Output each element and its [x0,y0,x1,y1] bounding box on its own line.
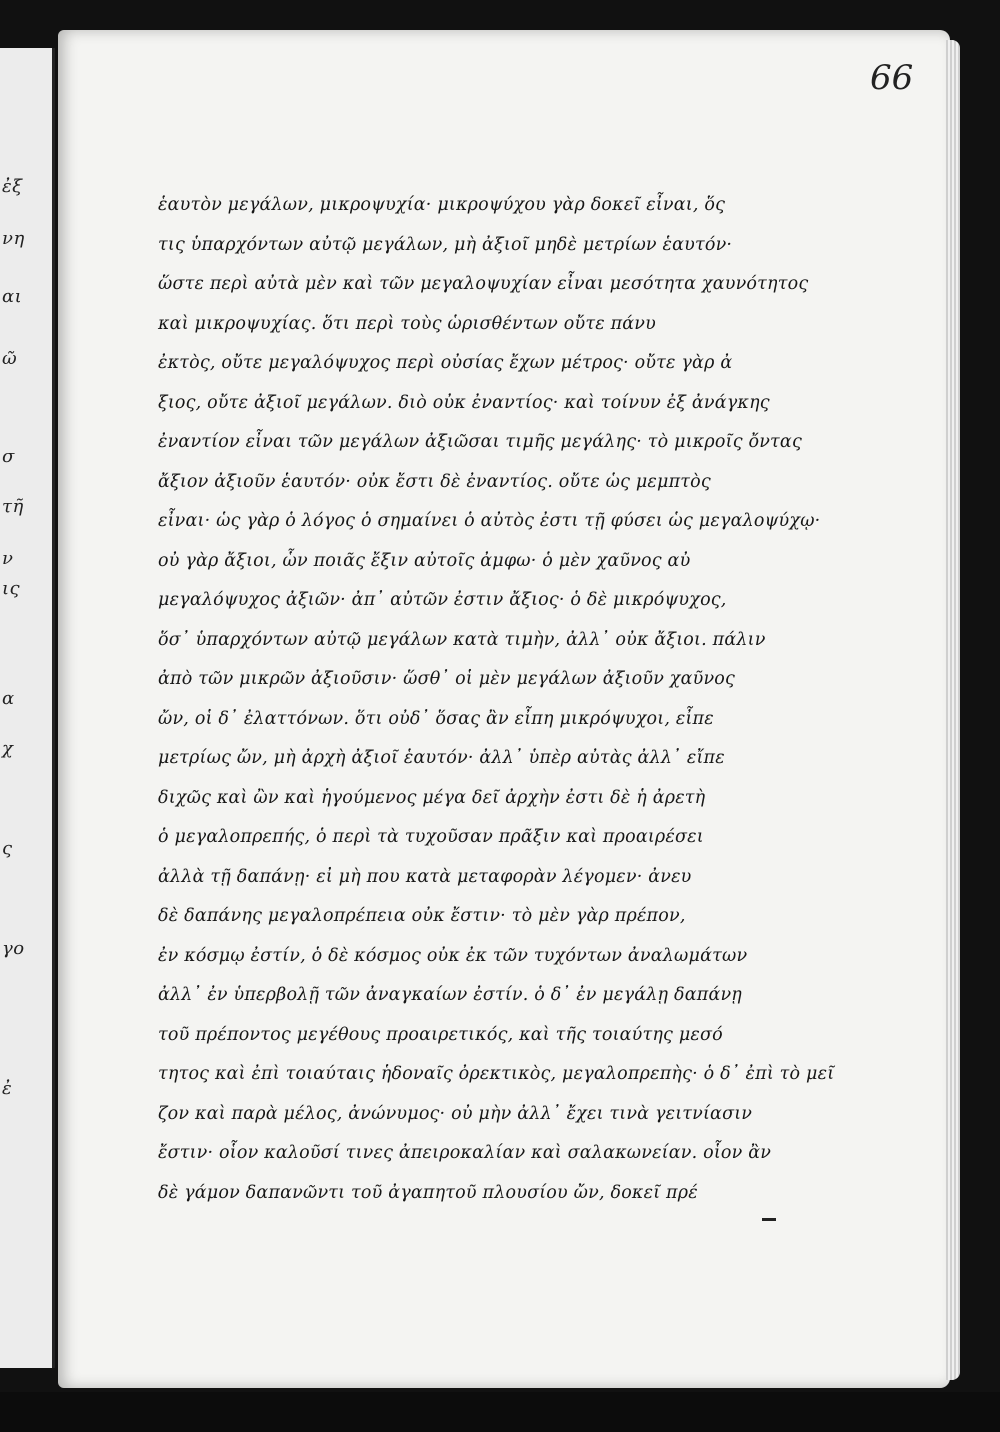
manuscript-line: εἶναι· ὡς γὰρ ὁ λόγος ὁ σημαίνει ὁ αὐτὸς ἐστι τῇ φύσει ὡς μεγαλοψύχῳ· [158,511,821,531]
margin-fragment: γο [2,938,25,959]
margin-fragment: ν [2,548,14,569]
manuscript-line: ὤν, οἱ δ᾿ ἐλαττόνων. ὅτι οὐδ᾿ ὅσας ἂν εἶπη μικρόψυχοι, εἶπε [158,708,714,729]
manuscript-line: ἑαυτὸν μεγάλων, μικροψυχία· μικροψύχου γὰρ δοκεῖ εἶναι, ὅς [158,195,726,215]
folio-number: 66 [870,58,914,98]
manuscript-line: ὁ μεγαλοπρεπής, ὁ περὶ τὰ τυχοῦσαν πρᾶξιν καὶ προαιρέσει [158,827,704,847]
margin-fragment: αι [2,286,23,307]
manuscript-line: ἐν κόσμῳ ἐστίν, ὁ δὲ κόσμος οὐκ ἐκ τῶν τυχόντων ἀναλωμάτων [158,945,748,966]
manuscript-line: μετρίως ὤν, μὴ ἀρχὴ ἀξιοῖ ἑαυτόν· ἀλλ᾿ ὑπὲρ αὐτὰς ἀλλ᾿ εἴπε [158,748,725,768]
manuscript-line: ὅσ᾿ ὑπαρχόντων αὐτῷ μεγάλων κατὰ τιμὴν, ἀλλ᾿ οὐκ ἄξιοι. πάλιν [158,629,766,650]
margin-fragment: σ [2,446,15,467]
manuscript-line: ἐναντίον εἶναι τῶν μεγάλων ἀξιῶσαι τιμῆς μεγάλης· τὸ μικροῖς ὄντας [158,432,802,452]
manuscript-line: ἀλλὰ τῇ δαπάνῃ· εἰ μὴ που κατὰ μεταφορὰν λέγομεν· ἀνευ [158,866,692,887]
manuscript-line: τοῦ πρέποντος μεγέθους προαιρετικός, καὶ τῆς τοιαύτης μεσό [158,1024,723,1045]
page-edge [946,40,960,1380]
manuscript-line: ζον καὶ παρὰ μέλος, ἀνώνυμος· οὐ μὴν ἀλλ᾿ ἔχει τινὰ γειτνίασιν [158,1103,753,1124]
manuscript-line: ὥστε περὶ αὐτὰ μὲν καὶ τῶν μεγαλοψυχίαν εἶναι μεσότητα χαυνότητος [158,274,809,294]
left-facing-page [0,48,55,1368]
margin-fragment: ις [2,578,21,599]
manuscript-line: ξιος, οὔτε ἀξιοῖ μεγάλων. διὸ οὐκ ἐναντίος· καὶ τοίνυν ἐξ ἀνάγκης [158,392,770,413]
manuscript-text-block [158,186,835,1213]
manuscript-line: ἀλλ᾿ ἐν ὑπερβολῇ τῶν ἀναγκαίων ἐστίν. ὁ δ᾿ ἐν μεγάλῃ δαπάνῃ [158,985,742,1005]
manuscript-line: μεγαλόψυχος ἀξιῶν· ἀπ᾿ αὐτῶν ἐστιν ἄξιος· ὁ δὲ μικρόψυχος, [158,590,727,610]
manuscript-line: δὲ δαπάνης μεγαλοπρέπεια οὐκ ἔστιν· τὸ μὲν γὰρ πρέπον, [158,906,686,926]
margin-fragment: τῆ [2,496,24,517]
manuscript-line: δὲ γάμον δαπανῶντι τοῦ ἀγαπητοῦ πλουσίου ὤν, δοκεῖ πρέ [158,1182,698,1203]
manuscript-line: καὶ μικροψυχίας. ὅτι περὶ τοὺς ὡρισθέντων οὔτε πάνυ [158,313,656,334]
margin-fragment: νη [2,228,25,249]
margin-fragment: χ [2,738,14,759]
margin-fragment: ἐ [2,1078,13,1099]
manuscript-line: οὐ γὰρ ἄξιοι, ὧν ποιᾶς ἔξιν αὐτοῖς ἀμφω· ὁ μὲν χαῦνος αὐ [158,550,691,571]
manuscript-line: ἄξιον ἀξιοῦν ἑαυτόν· οὐκ ἔστι δὲ ἐναντίος. οὔτε ὡς μεμπτὸς [158,471,711,492]
margin-fragment: ἐξ [2,176,23,197]
margin-fragment: α [2,688,15,709]
scan-bottom-border [0,1392,1000,1432]
manuscript-line: διχῶς καὶ ὢν καὶ ἡγούμενος μέγα δεῖ ἀρχὴν ἐστι δὲ ἡ ἀρετὴ [158,787,706,808]
catchword-mark [762,1218,776,1221]
margin-fragment: ς [2,838,13,859]
manuscript-line: τις ὑπαρχόντων αὐτῷ μεγάλων, μὴ ἀξιοῖ μηδὲ μετρίων ἑαυτόν· [158,234,733,255]
manuscript-line: ἐκτὸς, οὔτε μεγαλόψυχος περὶ οὐσίας ἔχων μέτρος· οὔτε γὰρ ἀ [158,353,733,373]
manuscript-line: ἔστιν· οἷον καλοῦσί τινες ἀπειροκαλίαν καὶ σαλακωνείαν. οἷον ἂν [158,1143,772,1163]
manuscript-line: τητος καὶ ἐπὶ τοιαύταις ἡδοναῖς ὀρεκτικὸς, μεγαλοπρεπὴς· ὁ δ᾿ ἐπὶ τὸ μεῖ [158,1064,835,1084]
manuscript-line: ἀπὸ τῶν μικρῶν ἀξιοῦσιν· ὥσθ᾿ οἱ μὲν μεγάλων ἀξιοῦν χαῦνος [158,669,736,689]
margin-fragment: ῶ [2,348,18,369]
